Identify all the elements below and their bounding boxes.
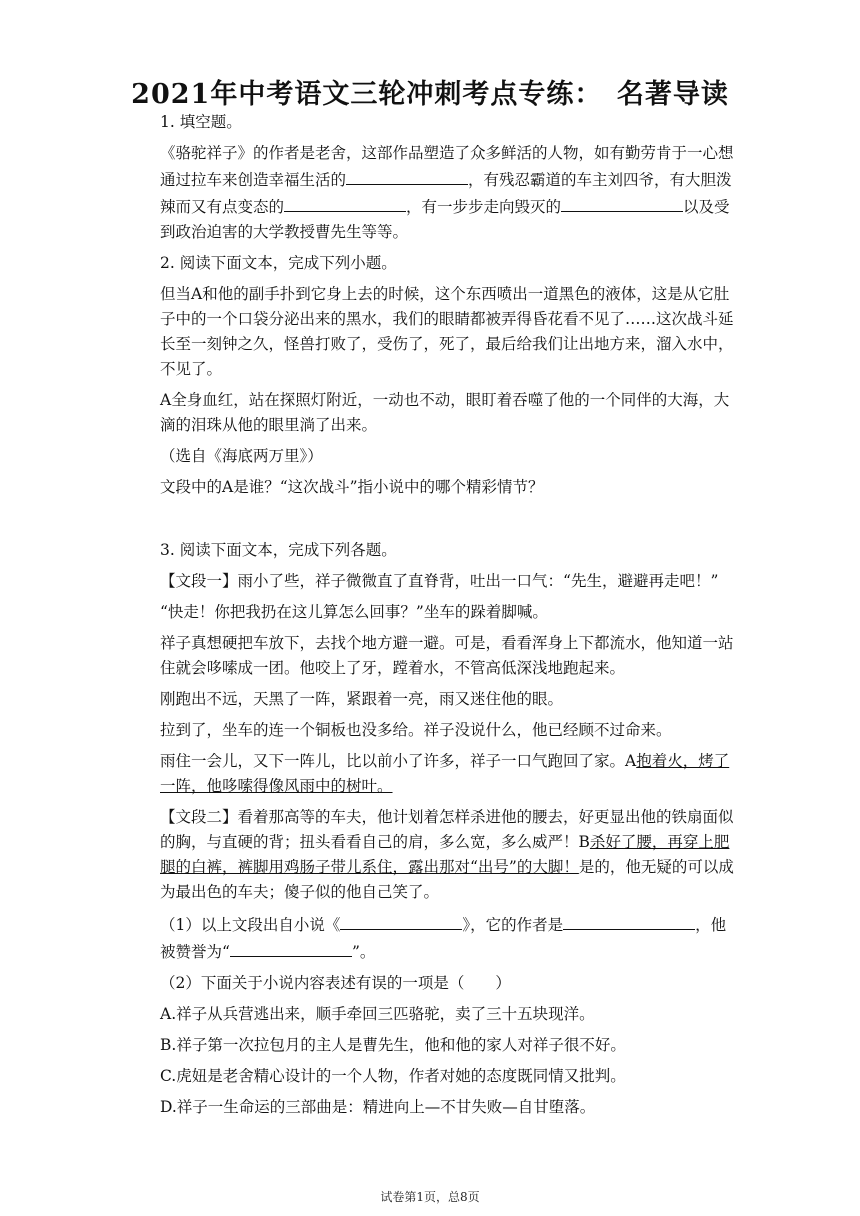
segment-text: 是的，他无疑的可以成为最出色的车夫；傻子似的他自己笑了。 — [160, 858, 734, 901]
passage-paragraph — [160, 805, 740, 905]
answer-blank — [561, 193, 683, 212]
passage-paragraph — [160, 749, 740, 799]
q1-text-part: ，有残忍霸道的车主刘四爷，有大胆泼辣而又有点变态的 — [160, 171, 732, 216]
passage-paragraph: A全身血红，站在探照灯附近，一动也不动，眼盯着吞噬了他的一个同伴的大海，大滴的泪珠从他的眼里淌了出来。 — [160, 391, 730, 434]
underlined-sentence-b: 杀好了腰，再穿上肥腿的白裤，裤脚用鸡肠子带儿系住，露出那对“出号”的大脚！ — [160, 833, 730, 876]
question-2-prompt: 文段中的A是谁？“这次战斗”指小说中的哪个精彩情节？ — [160, 478, 544, 496]
segment-label: 【文段二】 — [160, 808, 238, 826]
passage-paragraph: 祥子真想硬把车放下，去找个地方避一避。可是，看看浑身上下都流水，他知道一站住就会哆嗦成一团。他咬上了牙，蹚着水，不管高低深浅地跑起来。 — [160, 634, 734, 677]
passage-paragraph: 但当A和他的副手扑到它身上去的时候，这个东西喷出一道黑色的液体，这是从它肚子中的一个口袋分泌出来的黑水，我们的眼睛都被弄得昏花看不见了……这次战斗延长至一刻钟之久，怪兽打败了，受伤了，死了，最后给我们让出地方来，溜入水中，不见了。 — [160, 285, 734, 378]
question-1-heading: 1. 填空题。 — [160, 113, 242, 131]
sub-question-text: ，他被赞誉为“ — [160, 916, 727, 961]
answer-blank — [563, 911, 695, 930]
answer-blank — [230, 938, 352, 957]
answer-blank — [340, 911, 462, 930]
sub-question-text: ”。 — [351, 943, 376, 961]
page-footer: 试卷第1页，总8页 — [380, 1190, 480, 1204]
question-2-heading: 2. 阅读下面文本，完成下列小题。 — [160, 254, 397, 272]
sub-question-2: （2）下面关于小说内容表述有误的一项是（ ） — [160, 974, 511, 992]
passage-paragraph: “快走！你把我扔在这儿算怎么回事？”坐车的跺着脚喊。 — [160, 603, 548, 621]
answer-space — [160, 506, 740, 538]
question-1-text — [160, 141, 740, 245]
segment-label: 【文段一】 — [160, 572, 238, 590]
segment-text: 雨小了些，祥子微微直了直脊背，吐出一口气：“先生，避避再走吧！” — [237, 572, 719, 590]
q1-text-part: ，有一步步走向毁灭的 — [406, 198, 562, 216]
passage-source: （选自《海底两万里》） — [160, 447, 323, 465]
sub-question-text: （1）以上文段出自小说《 — [160, 916, 341, 934]
sub-question-text: 》，它的作者是 — [462, 916, 564, 934]
segment-text: 雨住一会儿，又下一阵儿，比以前小了许多，祥子一口气跑回了家。A — [160, 752, 637, 770]
passage-paragraph — [160, 569, 740, 594]
option-d: D.祥子一生命运的三部曲是：精进向上—不甘失败—自甘堕落。 — [160, 1098, 596, 1116]
segment-text: 看着那高等的车夫，他计划着怎样杀进他的腰去，好更显出他的铁扇面似的胸，与直硬的背；扭头看看自己的肩，多么宽，多么威严！B — [160, 808, 734, 851]
answer-blank — [346, 166, 468, 185]
option-a: A.祥子从兵营逃出来，顺手牵回三匹骆驼，卖了三十五块现洋。 — [160, 1005, 595, 1023]
page-title: 2021年中考语文三轮冲刺考点专练： 名著导读 — [131, 79, 729, 110]
option-b: B.祥子第一次拉包月的主人是曹先生，他和他的家人对祥子很不好。 — [160, 1036, 626, 1054]
passage-paragraph: 刚跑出不远，天黑了一阵，紧跟着一亮，雨又迷住他的眼。 — [160, 690, 564, 708]
answer-blank — [284, 193, 406, 212]
sub-question-1 — [160, 911, 740, 965]
underlined-sentence-a: 抱着火，烤了一阵，他哆嗦得像风雨中的树叶。 — [160, 752, 730, 795]
passage-paragraph: 拉到了，坐车的连一个铜板也没多给。祥子没说什么，他已经顾不过命来。 — [160, 721, 672, 739]
q1-text-part: 以及受到政治迫害的大学教授曹先生等等。 — [160, 198, 730, 241]
q1-text-part: 《骆驼祥子》的作者是老舍，这部作品塑造了众多鲜活的人物，如有勤劳肯于一心想通过拉车来创造幸福生活的 — [160, 144, 734, 189]
question-3-heading: 3. 阅读下面文本，完成下列各题。 — [160, 541, 397, 559]
option-c: C.虎妞是老舍精心设计的一个人物，作者对她的态度既同情又批判。 — [160, 1067, 626, 1085]
document-body — [160, 110, 740, 1126]
